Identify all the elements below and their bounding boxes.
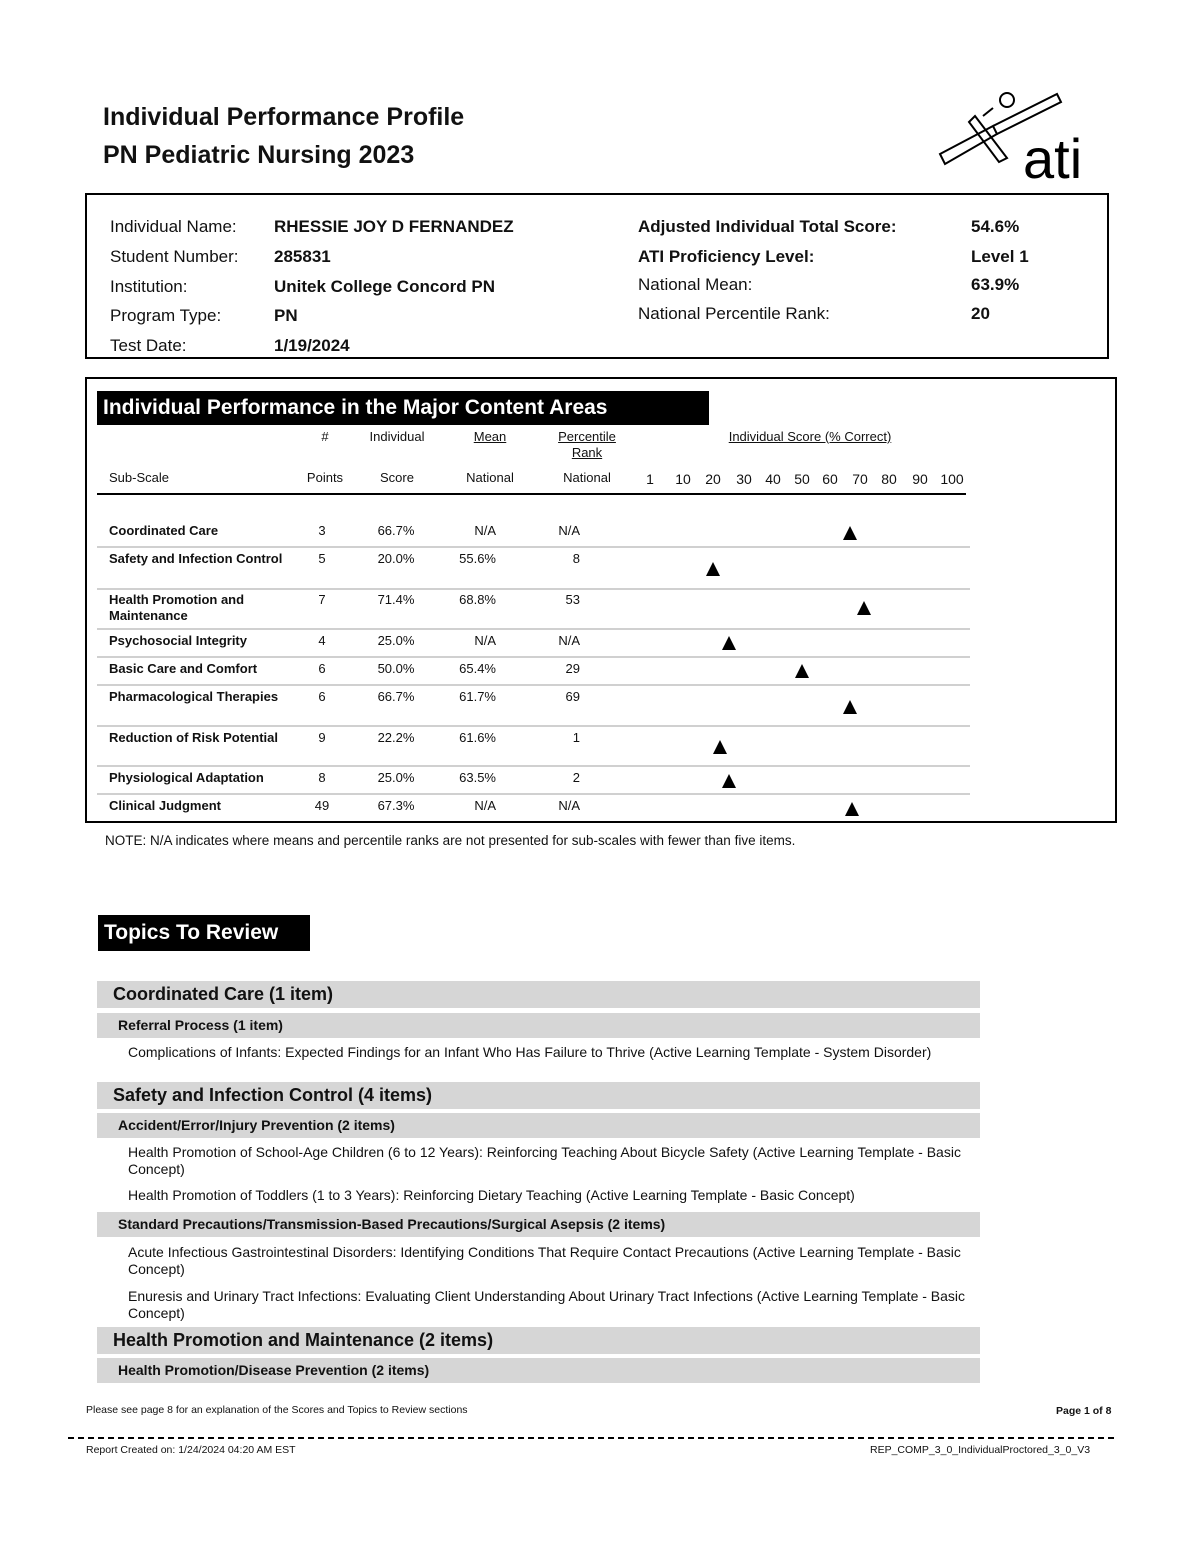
header-score: Score — [380, 470, 414, 485]
report-created: Report Created on: 1/24/2024 04:20 AM EST — [86, 1444, 296, 1456]
points-value: 4 — [318, 633, 326, 648]
test-date: 1/19/2024 — [274, 336, 350, 355]
percentile-value: 29 — [565, 661, 580, 676]
mean-value: N/A — [474, 633, 496, 648]
score-marker — [857, 601, 871, 615]
student-number: 285831 — [274, 247, 331, 266]
points-value: 49 — [314, 798, 330, 813]
proficiency-label: ATI Proficiency Level: — [638, 247, 815, 266]
scale-label: 90 — [912, 471, 928, 487]
row-divider — [97, 628, 970, 630]
scale-label: 100 — [940, 471, 964, 487]
scale-label: 10 — [675, 471, 691, 487]
subscale-name: Clinical Judgment — [109, 798, 221, 813]
total-score-label: Adjusted Individual Total Score: — [638, 217, 897, 236]
topic-item: Enuresis and Urinary Tract Infections: Evaluating Client Understanding About Urinary Tract Infections (Active Learning Template - Basic Concept) — [128, 1288, 966, 1321]
scale-label: 60 — [822, 471, 838, 487]
mean-value: N/A — [474, 523, 496, 538]
points-value: 8 — [318, 770, 326, 785]
mean-value: N/A — [474, 798, 496, 813]
mean-value: 65.4% — [459, 661, 496, 676]
performance-banner: Individual Performance in the Major Content Areas — [97, 391, 709, 425]
row-divider — [97, 765, 970, 767]
chart-title: Individual Score (% Correct) — [728, 429, 892, 444]
header-subscale: Sub-Scale — [109, 470, 169, 485]
percentile-value: 2 — [572, 770, 580, 785]
score-marker — [795, 664, 809, 678]
score-marker — [706, 562, 720, 576]
scale-label: 1 — [646, 471, 654, 487]
topic-section: Safety and Infection Control (4 items) — [97, 1082, 980, 1109]
ati-logo — [935, 86, 1105, 186]
scale-label: 20 — [705, 471, 721, 487]
header-national-mean: National — [466, 470, 514, 485]
topic-subsection: Accident/Error/Injury Prevention (2 items) — [97, 1113, 980, 1138]
report-title: Individual Performance Profile — [103, 103, 465, 131]
percentile-value: N/A — [558, 798, 580, 813]
program-type: PN — [274, 306, 298, 325]
subscale-name: Safety and Infection Control — [109, 551, 283, 566]
footer-divider — [68, 1437, 1114, 1439]
topic-section: Coordinated Care (1 item) — [97, 981, 980, 1008]
subscale-name: Health Promotion and Maintenance — [109, 592, 245, 623]
individual-name-label: Individual Name: — [110, 217, 237, 236]
score-value: 71.4% — [377, 592, 415, 607]
institution-label: Institution: — [110, 277, 188, 296]
total-score: 54.6% — [971, 217, 1020, 236]
scale-label: 40 — [765, 471, 781, 487]
header-national-percentile: National — [563, 470, 611, 485]
percentile-rank-label: National Percentile Rank: — [638, 304, 830, 323]
na-note: NOTE: N/A indicates where means and percentile ranks are not presented for sub-scales with fewer than five items. — [105, 833, 796, 848]
row-divider — [97, 725, 970, 727]
score-marker — [843, 526, 857, 540]
points-value: 6 — [318, 661, 326, 676]
individual-name: RHESSIE JOY D FERNANDEZ — [274, 217, 514, 236]
scale-label: 50 — [794, 471, 810, 487]
score-marker — [722, 636, 736, 650]
score-marker — [713, 740, 727, 754]
program-type-label: Program Type: — [110, 306, 222, 325]
national-mean-label: National Mean: — [638, 275, 753, 294]
percentile-rank: 20 — [971, 304, 990, 323]
score-marker — [845, 802, 859, 816]
score-value: 20.0% — [377, 551, 415, 566]
subscale-name: Coordinated Care — [109, 523, 219, 538]
score-value: 22.2% — [377, 730, 415, 745]
score-value: 25.0% — [377, 633, 415, 648]
percentile-value: N/A — [558, 633, 580, 648]
points-value: 3 — [318, 523, 326, 538]
row-divider — [97, 546, 970, 548]
score-marker — [843, 700, 857, 714]
topic-item: Health Promotion of School-Age Children (6 to 12 Years): Reinforcing Teaching About Bicycle Safety (Active Learning Template - Basic Concept) — [128, 1144, 961, 1177]
assessment-title: PN Pediatric Nursing 2023 — [103, 141, 415, 169]
national-mean: 63.9% — [971, 275, 1020, 294]
topic-subsection: Referral Process (1 item) — [97, 1013, 980, 1038]
subscale-name: Psychosocial Integrity — [109, 633, 247, 648]
topic-subsection: Standard Precautions/Transmission-Based Precautions/Surgical Asepsis (2 items) — [97, 1212, 980, 1237]
points-value: 9 — [318, 730, 326, 745]
percentile-value: 53 — [565, 592, 580, 607]
percentile-value: 1 — [572, 730, 580, 745]
percentile-value: 8 — [572, 551, 580, 566]
page-number: Page 1 of 8 — [1056, 1405, 1112, 1417]
report-code: REP_COMP_3_0_IndividualProctored_3_0_V3 — [870, 1444, 1091, 1456]
mean-value: 63.5% — [459, 770, 496, 785]
topic-item: Acute Infectious Gastrointestinal Disorders: Identifying Conditions That Require Contact Precautions (Active Learning Template - Basic Concept) — [128, 1244, 961, 1277]
header-rule — [97, 493, 966, 495]
score-value: 66.7% — [377, 523, 415, 538]
header-individual: Individual — [369, 429, 425, 444]
topic-subsection: Health Promotion/Disease Prevention (2 items) — [97, 1358, 980, 1383]
svg-text:ati: ati — [1023, 127, 1083, 186]
header-points: Points — [306, 470, 344, 485]
scale-label: 80 — [881, 471, 897, 487]
row-divider — [97, 656, 970, 658]
row-divider — [97, 684, 970, 686]
score-value: 25.0% — [377, 770, 415, 785]
student-info-box — [85, 193, 1109, 359]
footer-explanation: Please see page 8 for an explanation of the Scores and Topics to Review sections — [86, 1404, 468, 1416]
student-number-label: Student Number: — [110, 247, 239, 266]
test-date-label: Test Date: — [110, 336, 187, 355]
subscale-name: Physiological Adaptation — [109, 770, 264, 785]
points-value: 6 — [318, 689, 326, 704]
mean-value: 61.6% — [459, 730, 496, 745]
scale-label: 70 — [852, 471, 868, 487]
score-value: 66.7% — [377, 689, 415, 704]
header-hash: # — [321, 429, 329, 444]
subscale-name: Reduction of Risk Potential — [109, 730, 279, 745]
mean-value: 68.8% — [459, 592, 496, 607]
scale-label: 30 — [736, 471, 752, 487]
points-value: 5 — [318, 551, 326, 566]
subscale-name: Basic Care and Comfort — [109, 661, 258, 676]
header-percentile: Percentile Rank — [558, 429, 616, 460]
score-marker — [722, 774, 736, 788]
points-value: 7 — [318, 592, 326, 607]
mean-value: 61.7% — [459, 689, 496, 704]
topic-section: Health Promotion and Maintenance (2 items) — [97, 1327, 980, 1354]
topics-banner: Topics To Review — [98, 915, 310, 951]
topic-item: Health Promotion of Toddlers (1 to 3 Years): Reinforcing Dietary Teaching (Active Learning Template - Basic Concept) — [128, 1187, 855, 1203]
score-value: 67.3% — [377, 798, 415, 813]
institution: Unitek College Concord PN — [274, 277, 496, 296]
proficiency-level: Level 1 — [971, 247, 1029, 266]
row-divider — [97, 588, 970, 590]
header-mean: Mean — [473, 429, 507, 444]
percentile-value: 69 — [565, 689, 580, 704]
topic-item: Complications of Infants: Expected Findings for an Infant Who Has Failure to Thrive (Active Learning Template - System Disorder) — [128, 1044, 932, 1060]
percentile-value: N/A — [558, 523, 580, 538]
mean-value: 55.6% — [459, 551, 496, 566]
row-divider — [97, 793, 970, 795]
score-value: 50.0% — [377, 661, 415, 676]
subscale-name: Pharmacological Therapies — [109, 689, 279, 704]
